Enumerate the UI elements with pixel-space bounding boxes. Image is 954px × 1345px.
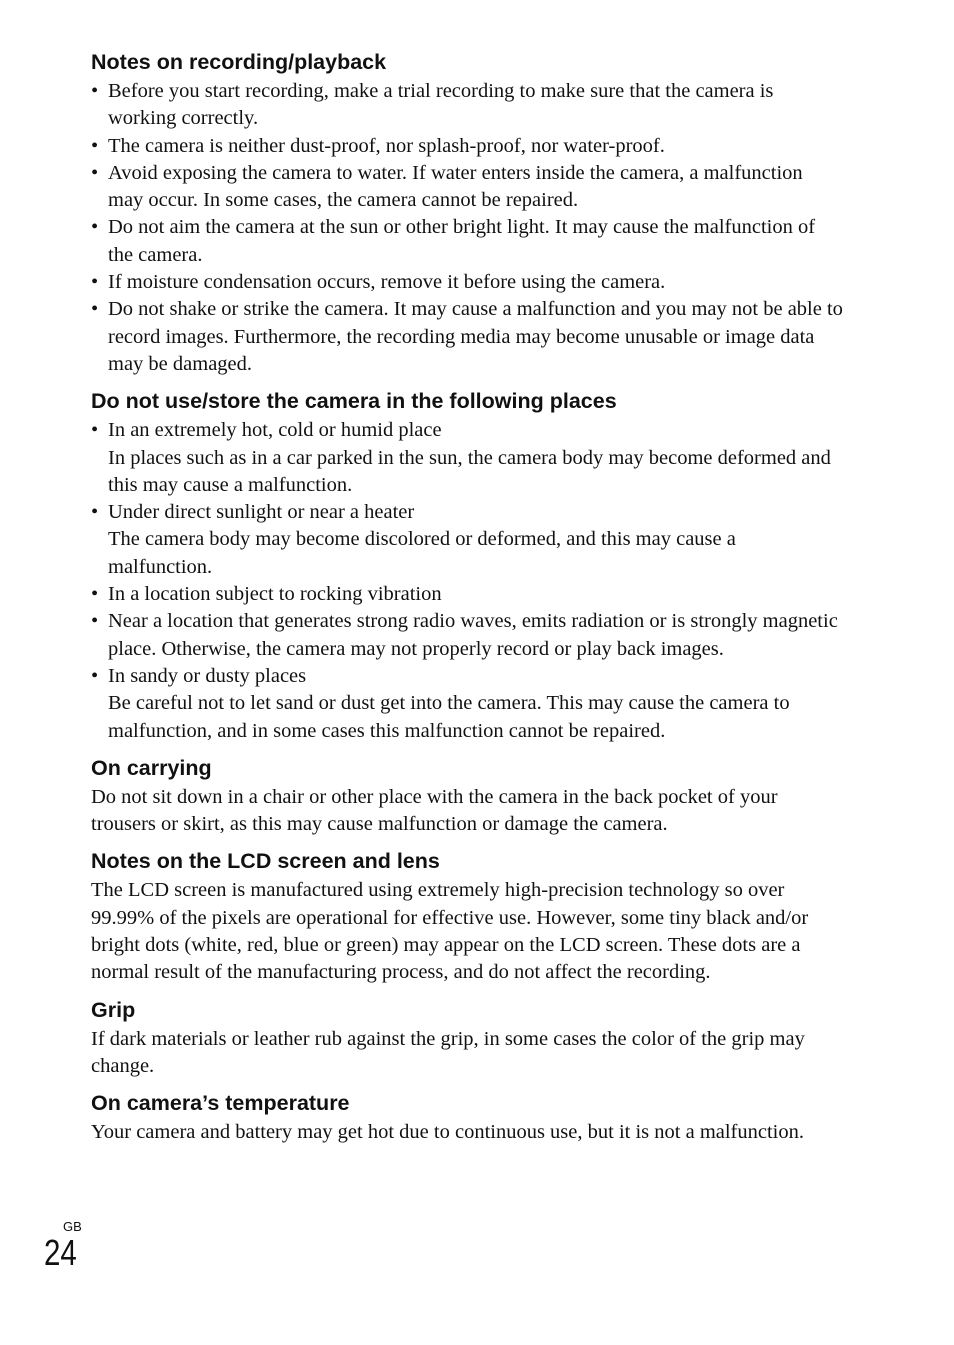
bullet-icon: • <box>91 664 99 687</box>
section-grip <box>91 996 843 1081</box>
list-item: • In a location subject to rocking vibration <box>91 581 843 608</box>
section-on-carrying <box>91 754 843 839</box>
list-item: • Before you start recording, make a trial recording to make sure that the camera is working correctly. <box>91 80 774 130</box>
list-item: • Avoid exposing the camera to water. If water enters inside the camera, a malfunction may occur. In some cases, the camera cannot be repaired. <box>91 161 803 212</box>
section-storage-places <box>91 387 843 745</box>
bullet-list <box>91 78 843 378</box>
section-paragraph: Your camera and battery may get hot due to continuous use, but it is not a malfunction. <box>91 1121 804 1144</box>
section-heading: Notes on recording/playback <box>91 50 387 74</box>
section-paragraph: The LCD screen is manufactured using extremely high-precision technology so over 99.99% of the pixels are operational for effective use. However, some tiny black and/or bright dots (white, red, blue or green) may appear on the LCD screen. These dots are a normal result of the manufacturing process, and do not affect the recording. <box>91 879 809 984</box>
bullet-icon: • <box>91 80 99 102</box>
list-item-detail: The camera body may become discolored or deformed, and this may cause a malfunction. <box>108 528 736 578</box>
list-item: • Near a location that generates strong radio waves, emits radiation or is strongly magnetic place. Otherwise, the camera may not properly record or play back images. <box>91 610 838 660</box>
bullet-icon: • <box>91 501 99 524</box>
section-paragraph: Do not sit down in a chair or other place with the camera in the back pocket of your trousers or skirt, as this may cause malfunction or damage the camera. <box>91 785 778 836</box>
section-lcd-screen <box>91 847 843 986</box>
bullet-icon: • <box>91 216 99 239</box>
list-item: • Do not aim the camera at the sun or other bright light. It may cause the malfunction of the camera. <box>91 216 816 266</box>
bullet-icon: • <box>91 610 99 633</box>
bullet-icon: • <box>91 161 99 184</box>
bullet-icon: • <box>91 134 99 157</box>
list-item: • If moisture condensation occurs, remove it before using the camera. <box>91 269 843 296</box>
section-heading: Notes on the LCD screen and lens <box>91 849 440 874</box>
list-item-detail: In places such as in a car parked in the sun, the camera body may become deformed and this may cause a malfunction. <box>108 446 831 496</box>
bullet-icon: • <box>91 298 99 321</box>
bullet-list <box>91 417 843 745</box>
section-heading: On carrying <box>91 755 212 780</box>
bullet-icon: • <box>91 419 99 442</box>
region-code: GB <box>63 1219 82 1234</box>
section-heading: Do not use/store the camera in the following places <box>91 389 617 414</box>
section-paragraph: If dark materials or leather rub against the grip, in some cases the color of the grip may change. <box>91 1027 805 1077</box>
page-content <box>91 48 843 1156</box>
bullet-icon: • <box>91 271 99 294</box>
section-heading: Grip <box>91 997 136 1022</box>
page-number: 24 <box>44 1232 77 1273</box>
list-item: • The camera is neither dust-proof, nor splash-proof, nor water-proof. <box>91 133 843 160</box>
section-recording-playback <box>91 48 843 378</box>
section-heading: On camera’s temperature <box>91 1091 350 1116</box>
section-camera-temperature <box>91 1089 843 1146</box>
list-item-detail: Be careful not to let sand or dust get into the camera. This may cause the camera to malfunction, and in some cases this malfunction cannot be repaired. <box>108 692 790 742</box>
list-item: • Do not shake or strike the camera. It may cause a malfunction and you may not be able to record images. Furthermore, the recording media may become unusable or image data may be damaged. <box>91 298 843 375</box>
list-item: • Under direct sunlight or near a heater The camera body may become discolored or deformed, and this may cause a malfunction. <box>91 499 843 581</box>
list-item: • In an extremely hot, cold or humid place In places such as in a car parked in the sun, the camera body may become deformed and this may cause a malfunction. <box>91 417 843 499</box>
bullet-icon: • <box>91 583 99 606</box>
list-item: • In sandy or dusty places Be careful not to let sand or dust get into the camera. This may cause the camera to malfunction, and in some cases this malfunction cannot be repaired. <box>91 663 843 745</box>
